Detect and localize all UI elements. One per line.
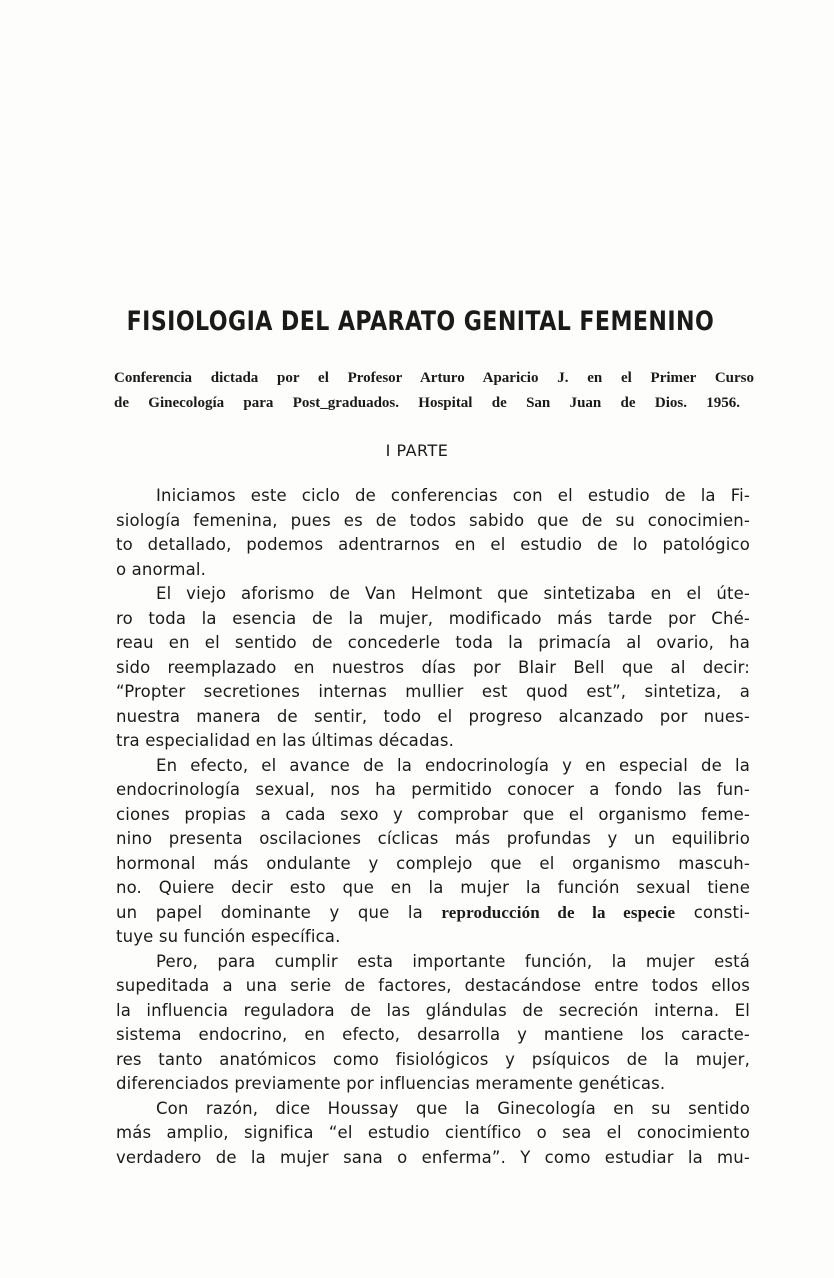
text-line: diferenciados previamente por influencias meramente genéticas.: [116, 1074, 666, 1093]
body-text: [116, 484, 750, 1170]
subtitle-line: de Ginecología para Post_graduados. Hospital de San Juan de Dios. 1956.: [114, 395, 740, 411]
bold-phrase: reproducción de la especie: [441, 902, 676, 922]
text-line: En efecto, el avance de la endocrinología y en especial de la: [156, 755, 750, 775]
text-line: to detallado, podemos adentrarnos en el estudio de lo patológico: [116, 535, 750, 554]
lecture-subtitle: [114, 366, 754, 416]
text-line: nuestra manera de sentir, todo el progreso alcanzado por nues-: [116, 706, 750, 726]
page-title: FISIOLOGIA DEL APARATO GENITAL FEMENINO: [126, 306, 715, 337]
text-line: hormonal más ondulante y complejo que el organismo mascuh-: [116, 853, 750, 873]
text-line: sistema endocrino, en efecto, desarrolla y mantiene los caracte-: [116, 1025, 750, 1044]
text-line: no. Quiere decir esto que en la mujer la función sexual tiene: [116, 878, 750, 897]
text-line: Con razón, dice Houssay que la Ginecología en su sentido: [156, 1098, 750, 1118]
text-line: ciones propias a cada sexo y comprobar que el organismo feme-: [116, 804, 750, 824]
text-line: El viejo aforismo de Van Helmont que sintetizaba en el úte-: [156, 584, 750, 603]
text-line: nino presenta oscilaciones cíclicas más profundas y un equilibrio: [116, 829, 750, 848]
part-heading: I PARTE: [385, 441, 449, 460]
text-line: tra especialidad en las últimas décadas.: [116, 731, 454, 750]
subtitle-line: Conferencia dictada por el Profesor Arturo Aparicio J. en el Primer Curso: [114, 370, 754, 386]
text-line: más amplio, significa “el estudio científico o sea el conocimiento: [116, 1123, 750, 1142]
text-line: sido reemplazado en nuestros días por Blair Bell que al decir:: [116, 657, 750, 677]
text-line: Pero, para cumplir esta importante función, la mujer está: [156, 951, 750, 971]
text-line: siología femenina, pues es de todos sabido que de su conocimien-: [116, 510, 750, 530]
text-line: tuye su función específica.: [116, 927, 341, 946]
text-line: Iniciamos este ciclo de conferencias con el estudio de la Fi-: [156, 486, 750, 505]
text-line: “Propter secretiones internas mullier est quod est”, sintetiza, a: [116, 682, 750, 701]
text-line-mixed: [116, 901, 750, 926]
text-line: o anormal.: [116, 559, 207, 579]
text-line: endocrinología sexual, nos ha permitido conocer a fondo las fun-: [116, 780, 750, 799]
text-line: supeditada a una serie de factores, destacándose entre todos ellos: [116, 976, 750, 995]
text-line: ro toda la esencia de la mujer, modificado más tarde por Ché-: [116, 608, 750, 628]
text-segment: consti-: [693, 902, 750, 922]
text-line: reau en el sentido de concederle toda la primacía al ovario, ha: [116, 633, 750, 652]
text-line: verdadero de la mujer sana o enferma”. Y como estudiar la mu-: [116, 1147, 750, 1167]
text-line: la influencia reguladora de las glándulas de secreción interna. El: [116, 1000, 750, 1020]
text-segment: un papel dominante y que la: [116, 902, 423, 922]
text-line: res tanto anatómicos como fisiológicos y psíquicos de la mujer,: [116, 1049, 750, 1069]
